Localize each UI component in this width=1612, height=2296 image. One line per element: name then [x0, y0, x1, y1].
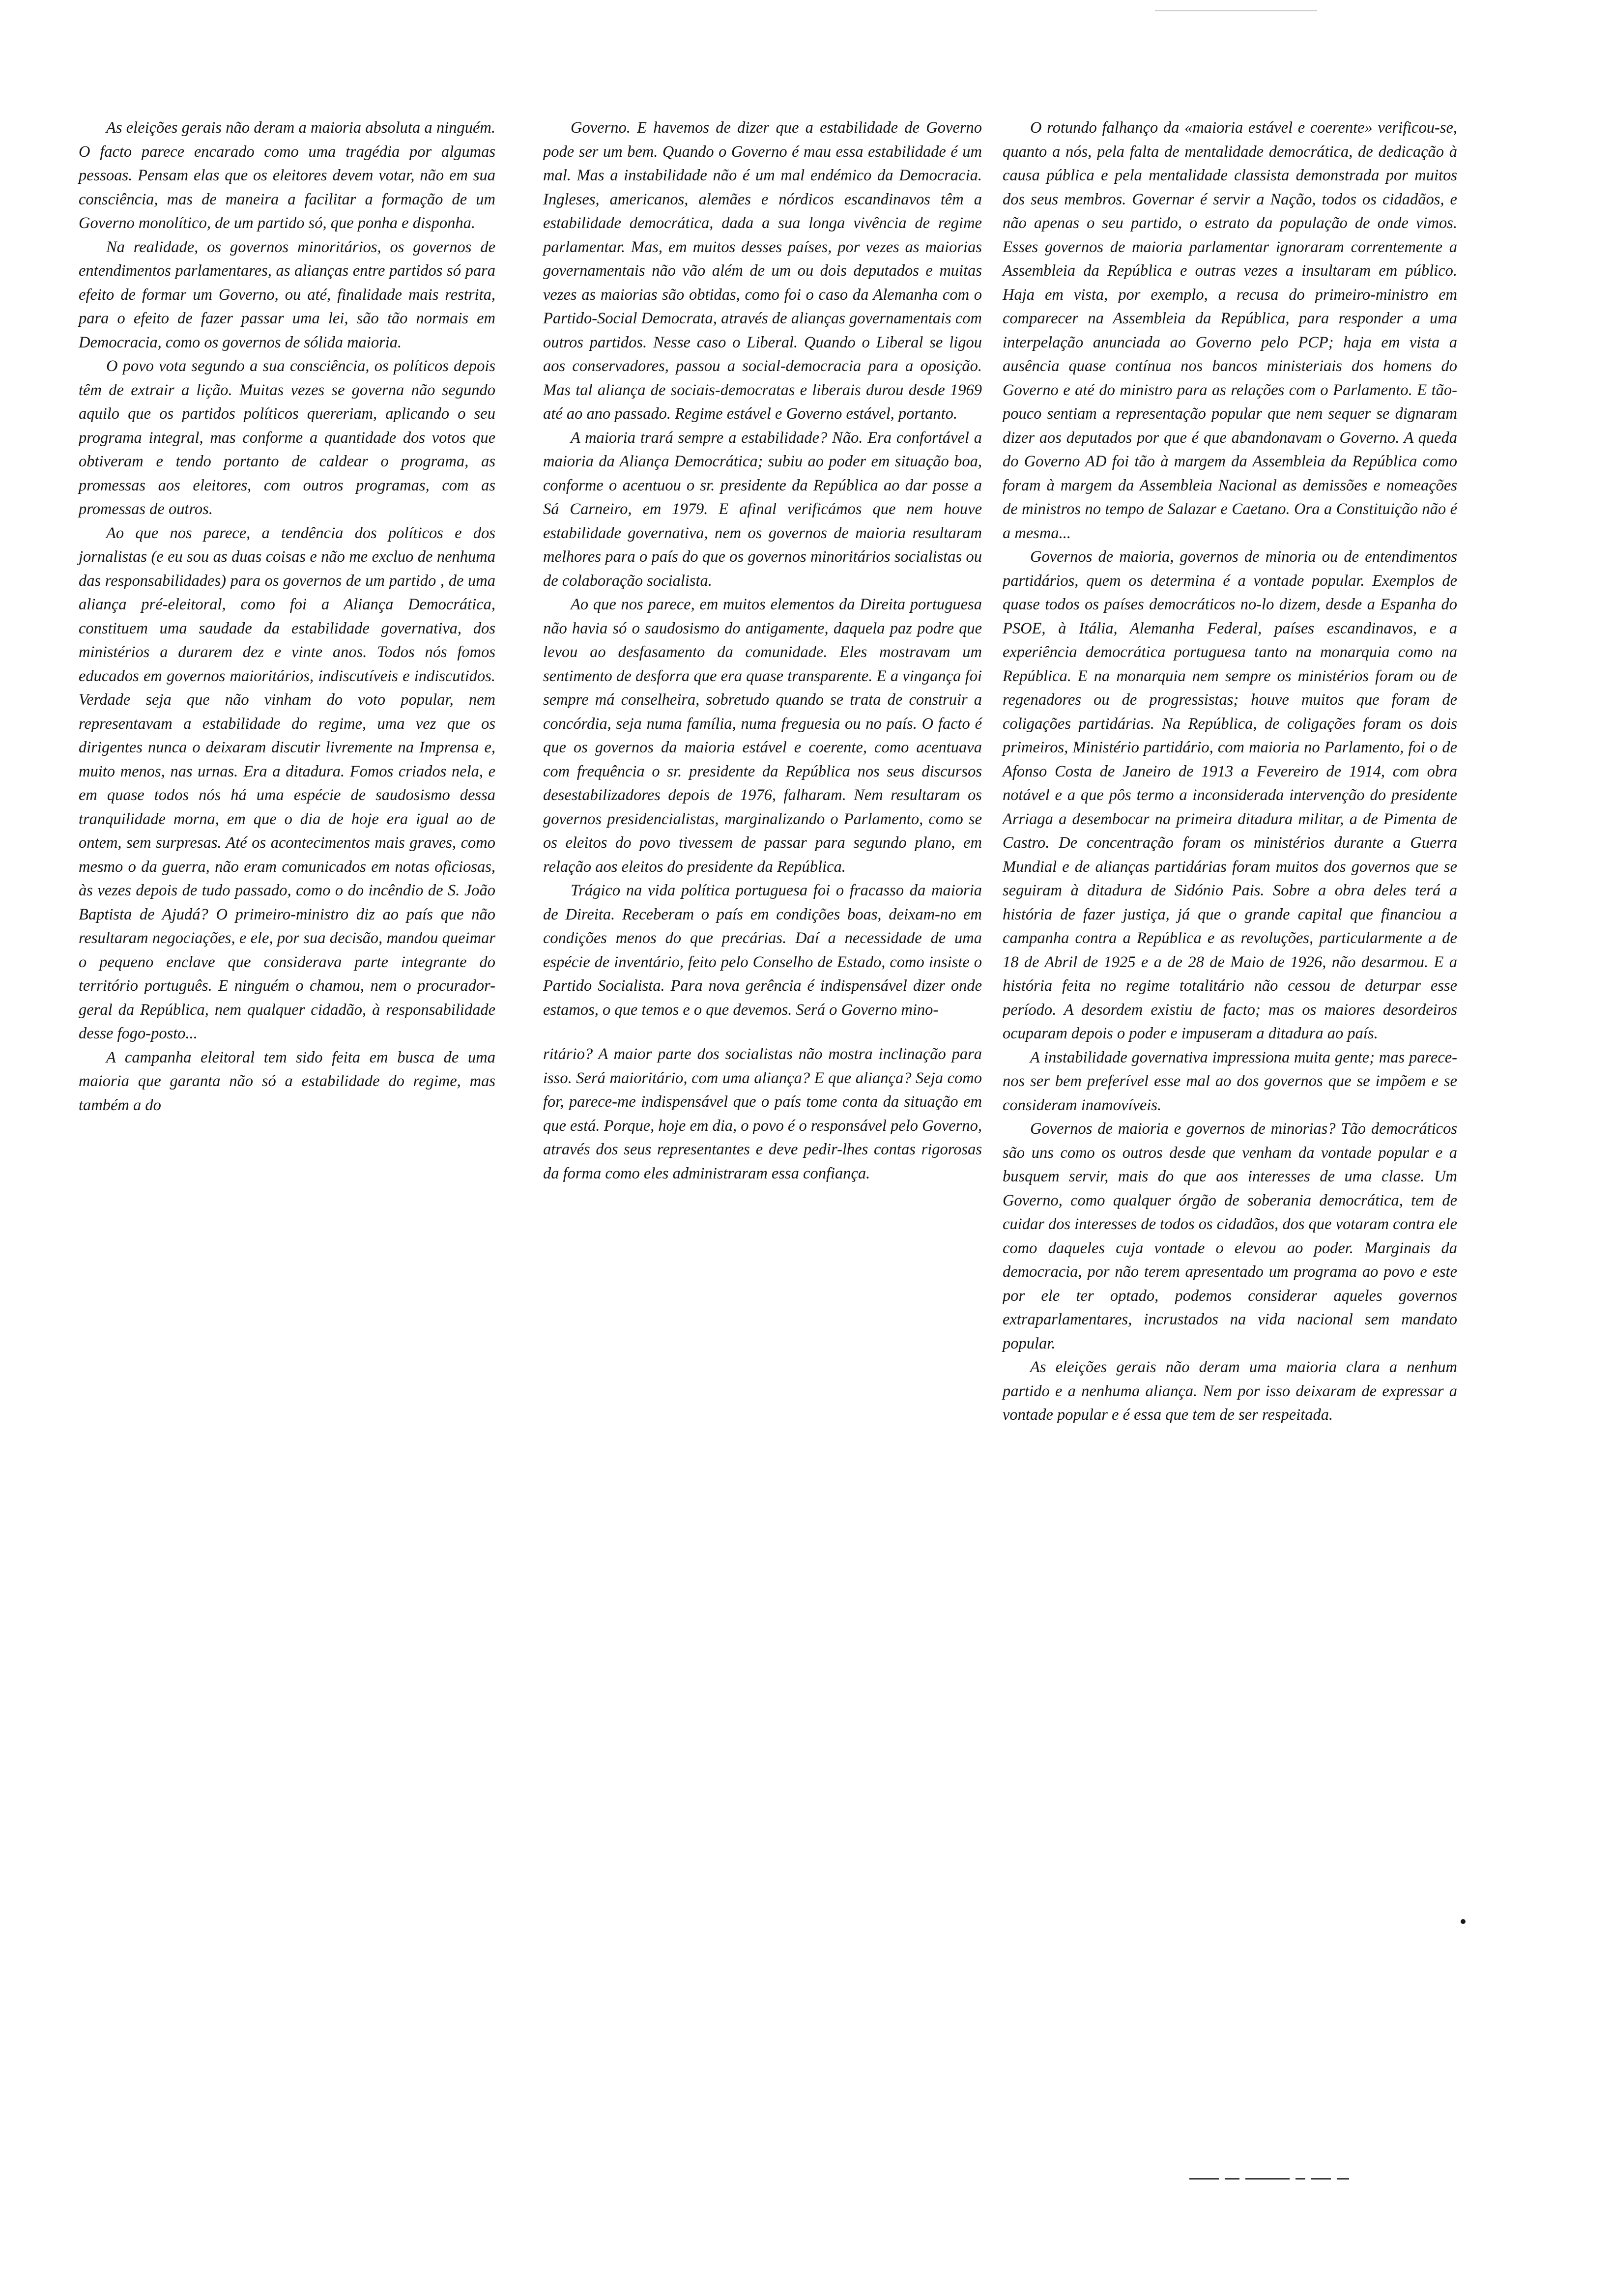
- paragraph: Governo. E havemos de dizer que a estabilidade de Governo pode ser um bem. Quando o Governo é mau essa estabilidade é um mal. Mas a instabilidade não é um mal endémico da Democracia. Ingleses, americanos, alemães e nórdicos escandinavos têm a estabilidade democrática, dada a sua longa vivência de regime parlamentar. Mas, em muitos desses países, por vezes as maiorias governamentais não vão além de um ou dois deputados e muitas vezes as maiorias são obtidas, como foi o caso da Alemanha com o Partido-Social Democrata, através de alianças governamentais com outros partidos. Nesse caso o Liberal. Quando o Liberal se ligou aos conservadores, passou a social-democracia para a oposição. Mas tal aliança de sociais-democratas e liberais durou desde 1969 até ao ano passado. Regime estável e Governo estável, portanto.: [543, 119, 982, 423]
- paragraph: Governos de maioria e governos de minorias? Tão democráticos são uns como os outros desde que venham da vontade popular e a busquem servir, mais do que aos interesses de uma classe. Um Governo, como qualquer órgão de soberania democrática, tem de cuidar dos interesses de todos os cidadãos, dos que votaram contra ele como daqueles cuja vontade o elevou ao poder. Marginais da democracia, por não terem apresentado um programa ao povo e este por ele ter optado, podemos considerar aqueles governos extraparlamentares, incrustados na vida nacional sem mandato popular.: [1003, 1120, 1457, 1352]
- article-column-1: [79, 116, 495, 1117]
- margin-bullet: [1461, 1919, 1466, 1924]
- paragraph: As eleições gerais não deram a maioria absoluta a ninguém. O facto parece encarado como uma tragédia por algumas pessoas. Pensam elas que os eleitores devem votar, não em sua consciência, mas de maneira a facilitar a formação de um Governo monolítico, de um partido só, que ponha e disponha.: [79, 119, 495, 232]
- paragraph-continuation: ritário? A maior parte dos socialistas não mostra inclinação para isso. Será maioritário, com uma aliança? E que aliança? Seja como for, parece-me indispensável que o país tome conta da situação em que está. Porque, hoje em dia, o povo é o responsável pelo Governo, através dos seus representantes e deve pedir-lhes contas rigorosas da forma como eles administraram essa confiança.: [543, 1045, 982, 1182]
- paragraph: Na realidade, os governos minoritários, os governos de entendimentos parlamentares, as alianças entre partidos só para efeito de formar um Governo, ou até, finalidade mais restrita, para o efeito de fazer passar uma lei, são tão normais em Democracia, como os governos de sólida maioria.: [79, 238, 495, 351]
- article-column-2: [543, 116, 982, 1185]
- end-of-article-mark: [1189, 2175, 1445, 2182]
- article-column-3: [1003, 116, 1457, 1427]
- paragraph: A maioria trará sempre a estabilidade? Não. Era confortável a maioria da Aliança Democrática; subiu ao poder em situação boa, conforme o acentuou o sr. presidente da República ao dar posse a Sá Carneiro, em 1979. E afinal verificámos que nem houve estabilidade governativa, nem os governos de maioria resultaram melhores para o país do que os governos minoritários socialistas ou de colaboração socialista.: [543, 429, 982, 590]
- paragraph: Governos de maioria, governos de minoria ou de entendimentos partidários, quem os determina é a vontade popular. Exemplos de quase todos os países democráticos no-lo dizem, desde a Espanha do PSOE, à Itália, Alemanha Federal, países escandinavos, e a experiência democrática portuguesa tanto na monarquia como na República. E na monarquia nem sempre os ministérios foram ou de regenadores ou de progressistas; houve muitos que foram de coligações partidárias. Na República, de coligações foram os dois primeiros, Ministério partidário, com maioria no Parlamento, foi o de Afonso Costa de Janeiro de 1913 a Fevereiro de 1914, com obra notável e a que pôs termo a inconsiderada intervenção do presidente Arriaga a desembocar na primeira ditadura militar, a de Pimenta de Castro. De concentração foram os ministérios durante a Guerra Mundial e de alianças partidárias foram muitos dos governos que se seguiram à ditadura de Sidónio Pais. Sobre a obra deles terá a história de fazer justiça, já que o grande capital que financiou a campanha contra a República e as revoluções, particularmente a de 18 de Abril de 1925 e a de 28 de Maio de 1926, não desarmou. E a história feita no regime totalitário não cessou de deturpar esse período. A desordem existiu de facto; mas os maiores desordeiros ocuparam depois o poder e impuseram a ditadura ao país.: [1003, 548, 1457, 1042]
- paragraph: Trágico na vida política portuguesa foi o fracasso da maioria de Direita. Receberam o país em condições boas, deixam-no em condições menos do que precárias. Daí a necessidade de uma espécie de inventário, feito pelo Conselho de Estado, como insiste o Partido Socialista. Para nova gerência é indispensável dizer onde estamos, o que temos e o que devemos. Será o Governo mino-: [543, 882, 982, 1019]
- top-rule: [1155, 10, 1317, 11]
- paragraph: O rotundo falhanço da «maioria estável e coerente» verificou-se, quanto a nós, pela falta de mentalidade democrática, de dedicação à causa pública e pela mentalidade classista demonstrada por muitos dos seus membros. Governar é servir a Nação, todos os cidadãos, e não apenas o seu partido, o estrato da população de onde vimos. Esses governos de maioria parlamentar ignoraram correntemente a Assembleia da República e outras vezes a insultaram em público. Haja em vista, por exemplo, a recusa do primeiro-ministro em comparecer na Assembleia da República, para responder a uma interpelação anunciada ao Governo pelo PCP; haja em vista a ausência quase contínua nos bancos ministeriais dos homens do Governo e até do ministro para as relações com o Parlamento. E tão-pouco sentiam a representação popular que nem sequer se dignaram dizer aos deputados por que é que abandonavam o Governo. A queda do Governo AD foi tão à margem da Assembleia da República como foram à margem da Assembleia Nacional as demissões e nomeações de ministros no tempo de Salazar e Caetano. Ora a Constituição não é a mesma...: [1003, 119, 1457, 542]
- paragraph: A campanha eleitoral tem sido feita em busca de uma maioria que garanta não só a estabilidade do regime, mas também a do: [79, 1048, 495, 1114]
- paragraph: O povo vota segundo a sua consciência, os políticos depois têm de extrair a lição. Muitas vezes se governa não segundo aquilo que os partidos políticos quereriam, aplicando o seu programa integral, mas conforme a quantidade dos votos que obtiveram e tendo portanto de caldear o programa, as promessas aos eleitores, com outros programas, com as promessas de outros.: [79, 357, 495, 518]
- paragraph: As eleições gerais não deram uma maioria clara a nenhum partido e a nenhuma aliança. Nem por isso deixaram de expressar a vontade popular e é essa que tem de ser respeitada.: [1003, 1358, 1457, 1424]
- paragraph: Ao que nos parece, a tendência dos políticos e dos jornalistas (e eu sou as duas coisas e não me excluo de nenhuma das responsabilidades) para os governos de um partido , de uma aliança pré-eleitoral, como foi a Aliança Democrática, constituem uma saudade da estabilidade governativa, dos ministérios a durarem dez e vinte anos. Todos nós fomos educados em governos maioritários, indiscutíveis e indiscutidos. Verdade seja que não vinham do voto popular, nem representavam a estabilidade do regime, uma vez que os dirigentes nunca o deixaram discutir livremente na Imprensa e, muito menos, nas urnas. Era a ditadura. Fomos criados nela, e em quase todos nós há uma espécie de saudosismo dessa tranquilidade morna, em que o dia de hoje era igual ao de ontem, sem surpresas. Até os acontecimentos mais graves, como mesmo o da guerra, não eram comunicados em notas oficiosas, às vezes depois de tudo passado, como o do incêndio de S. João Baptista de Ajudá? O primeiro-ministro diz ao país que não resultaram negociações, e ele, por sua decisão, mandou queimar o pequeno enclave que considerava parte integrante do território português. E ninguém o chamou, nem o procurador-geral da República, nem qualquer cidadão, à responsabilidade desse fogo-posto...: [79, 524, 495, 1042]
- paragraph: Ao que nos parece, em muitos elementos da Direita portuguesa não havia só o saudosismo do antigamente, daquela paz podre que levou ao desfasamento da comunidade. Eles mostravam um sentimento de desforra que era quase transparente. E a vingança foi sempre má conselheira, sobretudo quando se trata de construir a concórdia, seja numa família, numa freguesia ou no país. O facto é que os governos da maioria estável e coerente, como acentuava com frequência o sr. presidente da República nos seus discursos desestabilizadores depois de 1976, falharam. Nem resultaram os governos presidencialistas, marginalizando o Parlamento, como se os eleitos do povo tivessem de passar para segundo plano, em relação aos eleitos do presidente da República.: [543, 596, 982, 876]
- paragraph: A instabilidade governativa impressiona muita gente; mas parece-nos ser bem preferível esse mal ao dos governos que se impõem e se consideram inamovíveis.: [1003, 1048, 1457, 1114]
